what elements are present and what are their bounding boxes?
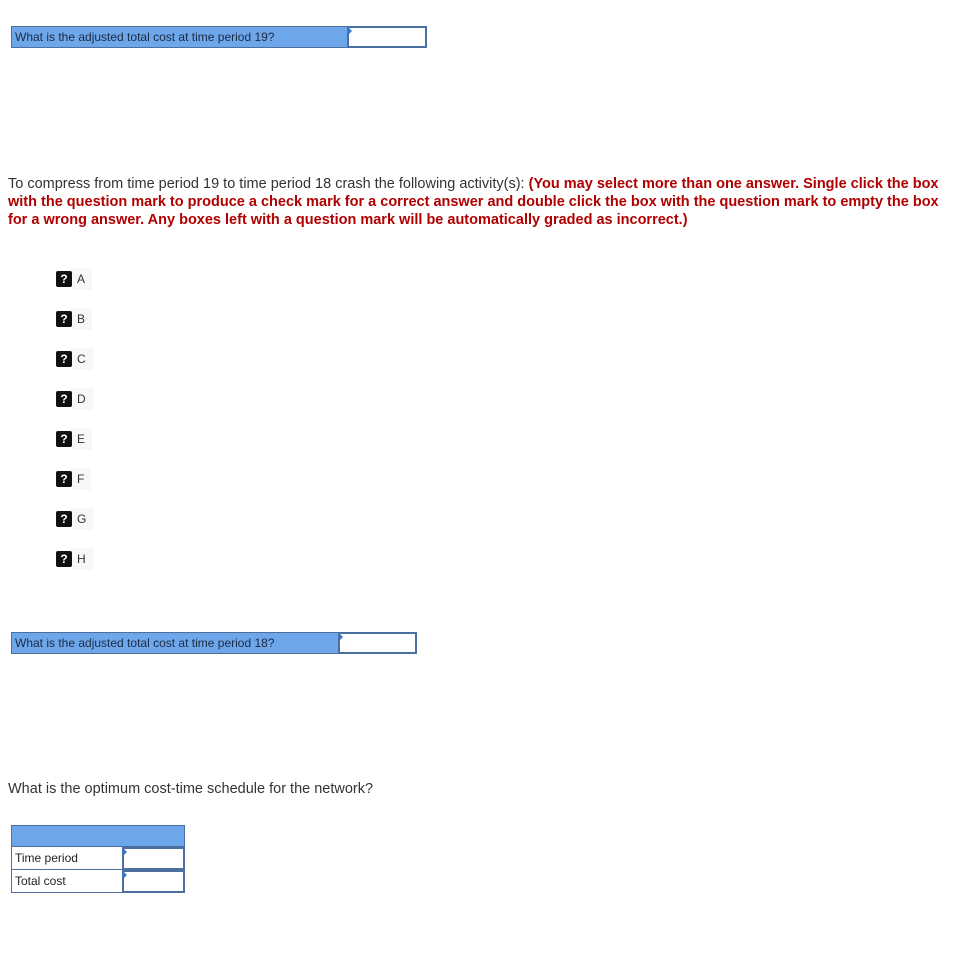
- choice-letter: B: [72, 308, 92, 330]
- choice-letter: E: [72, 428, 92, 450]
- choice-letter: A: [72, 268, 92, 290]
- crash-prompt: [8, 175, 948, 229]
- choice-a[interactable]: [56, 268, 92, 290]
- total-cost-input[interactable]: [122, 870, 185, 893]
- choice-letter: D: [72, 388, 93, 410]
- optimum-question: What is the optimum cost-time schedule for the network?: [8, 781, 374, 797]
- question-mark-box[interactable]: ?: [56, 471, 72, 487]
- question-mark-box[interactable]: ?: [56, 351, 72, 367]
- question-mark-box[interactable]: ?: [56, 271, 72, 287]
- total-cost-label: Total cost: [11, 870, 122, 893]
- choice-letter: F: [72, 468, 91, 490]
- question-18-label: What is the adjusted total cost at time period 18?: [11, 632, 338, 654]
- schedule-row-total-cost: [11, 870, 185, 893]
- question-mark-box[interactable]: ?: [56, 391, 72, 407]
- choice-g[interactable]: [56, 508, 93, 530]
- choice-d[interactable]: [56, 388, 93, 410]
- choice-b[interactable]: [56, 308, 92, 330]
- schedule-row-time-period: [11, 847, 185, 870]
- crash-instructions: (You may select more than one answer. Single click the box with the question mark to produce a check mark for a correct answer and double click the box with the question mark to empty the box for a wrong answer. Any boxes left with a question mark will be automatically graded as incorrect.): [8, 176, 939, 228]
- choice-letter: G: [72, 508, 93, 530]
- choice-letter: H: [72, 548, 93, 570]
- question-18-answer-input[interactable]: [338, 632, 417, 654]
- time-period-label: Time period: [11, 847, 122, 870]
- crash-prompt-text: To compress from time period 19 to time period 18 crash the following activity(s):: [8, 176, 529, 192]
- question-mark-box[interactable]: ?: [56, 511, 72, 527]
- choice-letter: C: [72, 348, 93, 370]
- choice-c[interactable]: [56, 348, 93, 370]
- question-19-label: What is the adjusted total cost at time period 19?: [11, 26, 347, 48]
- question-mark-box[interactable]: ?: [56, 551, 72, 567]
- question-19-answer-input[interactable]: [347, 26, 427, 48]
- question-19-row: [11, 26, 427, 48]
- question-18-row: [11, 632, 417, 654]
- choice-f[interactable]: [56, 468, 91, 490]
- question-mark-box[interactable]: ?: [56, 431, 72, 447]
- choice-h[interactable]: [56, 548, 93, 570]
- schedule-header: [11, 825, 185, 847]
- question-mark-box[interactable]: ?: [56, 311, 72, 327]
- choice-e[interactable]: [56, 428, 92, 450]
- time-period-input[interactable]: [122, 847, 185, 870]
- optimum-schedule-table: [11, 825, 185, 893]
